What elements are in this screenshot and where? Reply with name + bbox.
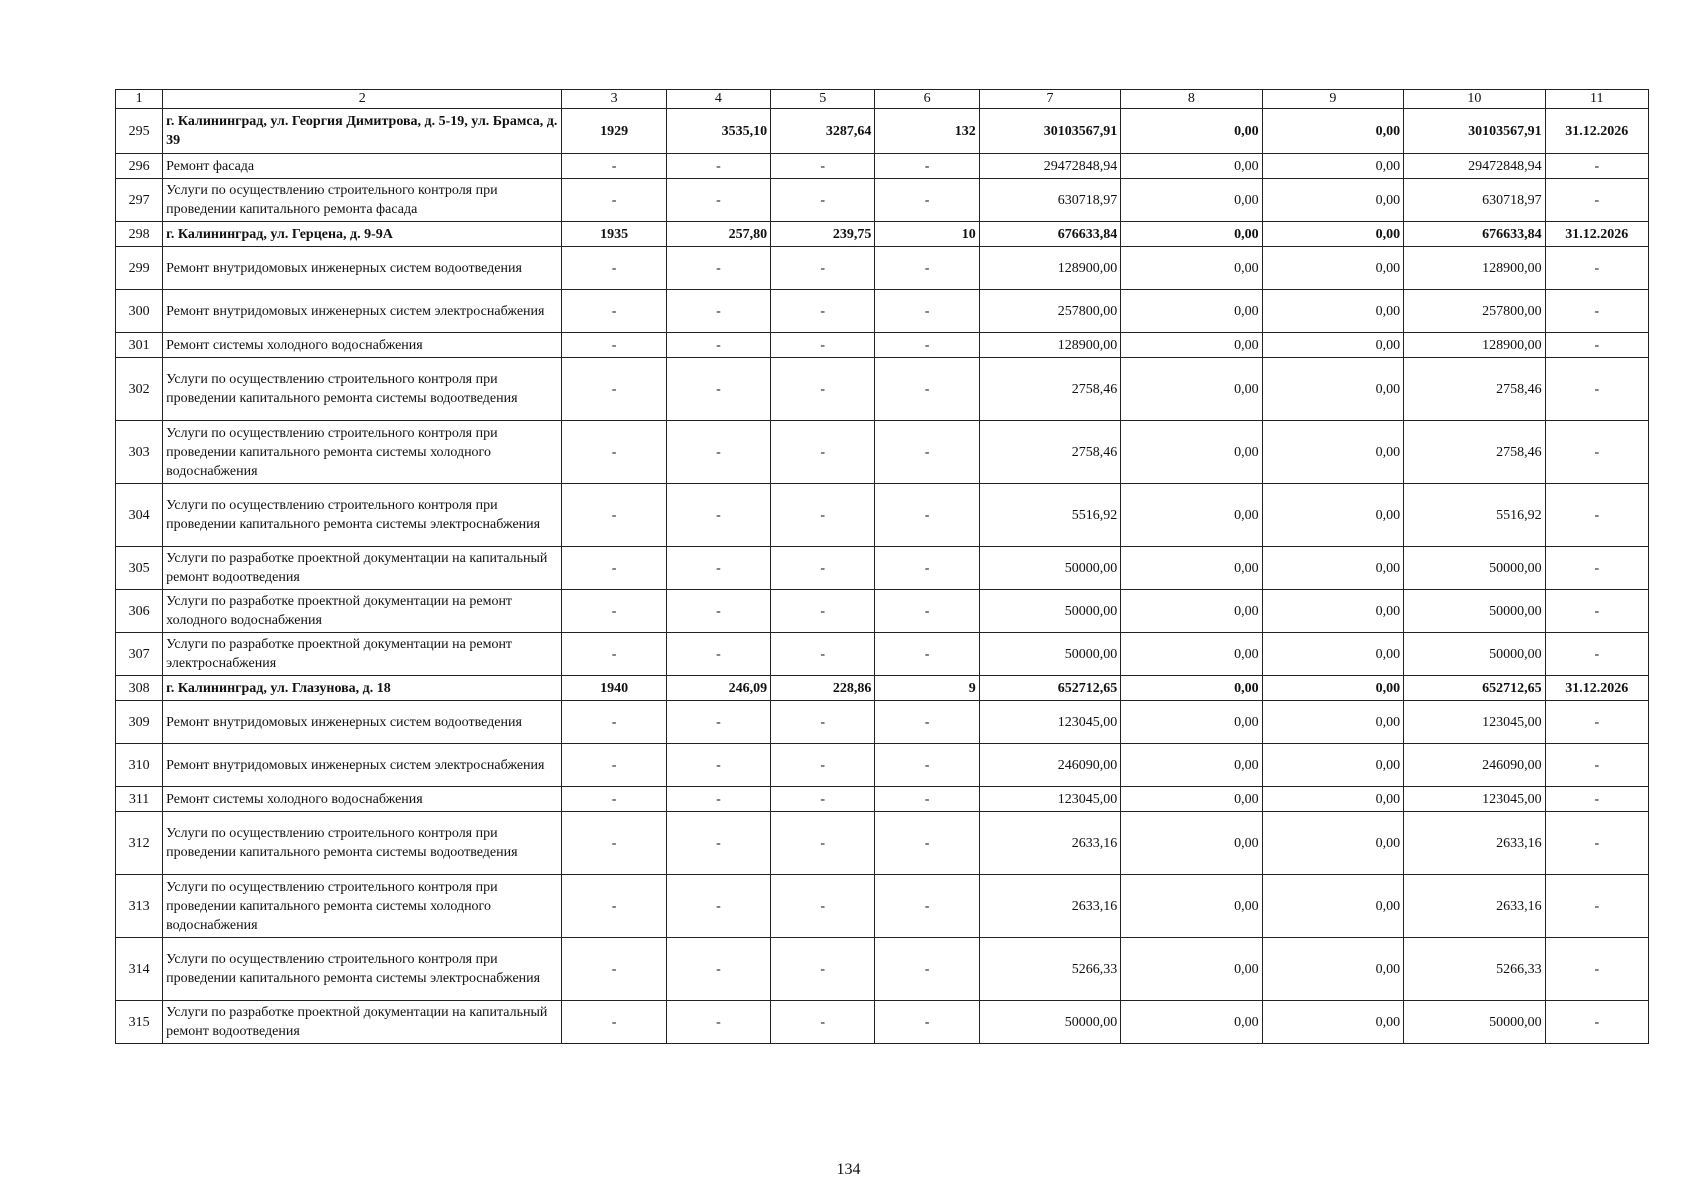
cell-total-cost: 257800,00 (979, 290, 1120, 333)
cell-regional-fund-cost: 676633,84 (1404, 222, 1545, 247)
cell-living-area: - (771, 179, 875, 222)
cell-owners-cost: 0,00 (1262, 744, 1403, 787)
cell-living-area: - (771, 358, 875, 421)
cell-description: Услуги по разработке проектной документации на капитальный ремонт водоотведения (163, 1001, 562, 1044)
cell-regional-fund-cost: 123045,00 (1404, 701, 1545, 744)
column-number: 1 (116, 90, 163, 109)
cell-residents: - (875, 633, 979, 676)
cell-total-cost: 29472848,94 (979, 154, 1120, 179)
cell-row-number: 312 (116, 812, 163, 875)
column-number: 10 (1404, 90, 1545, 109)
cell-fund-cost: 0,00 (1121, 222, 1262, 247)
cell-fund-cost: 0,00 (1121, 358, 1262, 421)
cell-description: Услуги по разработке проектной документации на ремонт электроснабжения (163, 633, 562, 676)
cell-residents: - (875, 333, 979, 358)
cell-build-year: - (562, 154, 666, 179)
cell-total-area: - (666, 421, 770, 484)
cell-total-area: - (666, 179, 770, 222)
cell-deadline: - (1545, 484, 1648, 547)
cell-regional-fund-cost: 2758,46 (1404, 358, 1545, 421)
cell-living-area: - (771, 1001, 875, 1044)
column-number: 11 (1545, 90, 1648, 109)
cell-residents: - (875, 154, 979, 179)
table-row (116, 547, 1649, 590)
cell-row-number: 296 (116, 154, 163, 179)
cell-row-number: 304 (116, 484, 163, 547)
cell-total-cost: 2633,16 (979, 812, 1120, 875)
cell-living-area: - (771, 875, 875, 938)
cell-deadline: 31.12.2026 (1545, 222, 1648, 247)
cell-regional-fund-cost: 50000,00 (1404, 590, 1545, 633)
cell-living-area: - (771, 938, 875, 1001)
column-number: 2 (163, 90, 562, 109)
cell-description: Услуги по осуществлению строительного контроля при проведении капитального ремонта фасада (163, 179, 562, 222)
cell-total-area: - (666, 590, 770, 633)
cell-description: Ремонт внутридомовых инженерных систем электроснабжения (163, 744, 562, 787)
cell-total-area: - (666, 358, 770, 421)
table-row (116, 179, 1649, 222)
cell-residents: - (875, 590, 979, 633)
cell-description: Ремонт внутридомовых инженерных систем электроснабжения (163, 290, 562, 333)
cell-deadline: - (1545, 290, 1648, 333)
table-row (116, 787, 1649, 812)
cell-owners-cost: 0,00 (1262, 290, 1403, 333)
cell-total-cost: 652712,65 (979, 676, 1120, 701)
cell-total-area: 3535,10 (666, 109, 770, 154)
cell-row-number: 310 (116, 744, 163, 787)
cell-total-cost: 2758,46 (979, 421, 1120, 484)
cell-total-area: - (666, 1001, 770, 1044)
cell-living-area: 228,86 (771, 676, 875, 701)
cell-total-area: - (666, 247, 770, 290)
table-row (116, 154, 1649, 179)
cell-residents: - (875, 701, 979, 744)
cell-build-year: - (562, 421, 666, 484)
cell-regional-fund-cost: 246090,00 (1404, 744, 1545, 787)
cell-living-area: - (771, 484, 875, 547)
cell-total-area: - (666, 154, 770, 179)
cell-deadline: - (1545, 633, 1648, 676)
cell-owners-cost: 0,00 (1262, 938, 1403, 1001)
cell-build-year: - (562, 633, 666, 676)
cell-build-year: - (562, 590, 666, 633)
cell-total-cost: 30103567,91 (979, 109, 1120, 154)
cell-row-number: 309 (116, 701, 163, 744)
cell-total-cost: 2633,16 (979, 875, 1120, 938)
cell-regional-fund-cost: 5266,33 (1404, 938, 1545, 1001)
cell-living-area: - (771, 154, 875, 179)
cell-fund-cost: 0,00 (1121, 590, 1262, 633)
table-row (116, 875, 1649, 938)
cell-deadline: - (1545, 154, 1648, 179)
cell-build-year: 1929 (562, 109, 666, 154)
cell-build-year: - (562, 938, 666, 1001)
cell-total-area: - (666, 701, 770, 744)
cell-living-area: - (771, 812, 875, 875)
cell-row-number: 306 (116, 590, 163, 633)
cell-fund-cost: 0,00 (1121, 247, 1262, 290)
table-row (116, 1001, 1649, 1044)
cell-row-number: 302 (116, 358, 163, 421)
cell-build-year: - (562, 247, 666, 290)
cell-owners-cost: 0,00 (1262, 154, 1403, 179)
cell-living-area: - (771, 421, 875, 484)
cell-build-year: - (562, 179, 666, 222)
cell-description: Ремонт внутридомовых инженерных систем водоотведения (163, 247, 562, 290)
cell-deadline: - (1545, 812, 1648, 875)
cell-build-year: 1940 (562, 676, 666, 701)
cell-description: г. Калининград, ул. Герцена, д. 9-9А (163, 222, 562, 247)
table-row (116, 247, 1649, 290)
cell-regional-fund-cost: 257800,00 (1404, 290, 1545, 333)
cell-total-area: 257,80 (666, 222, 770, 247)
cell-build-year: - (562, 290, 666, 333)
cell-total-area: - (666, 333, 770, 358)
cell-description: Услуги по осуществлению строительного контроля при проведении капитального ремонта системы электроснабжения (163, 484, 562, 547)
cell-total-cost: 128900,00 (979, 333, 1120, 358)
cell-owners-cost: 0,00 (1262, 590, 1403, 633)
cell-total-area: - (666, 875, 770, 938)
cell-row-number: 311 (116, 787, 163, 812)
cell-total-area: - (666, 484, 770, 547)
cell-owners-cost: 0,00 (1262, 179, 1403, 222)
cell-description: г. Калининград, ул. Глазунова, д. 18 (163, 676, 562, 701)
table-row (116, 812, 1649, 875)
cell-living-area: 239,75 (771, 222, 875, 247)
cell-total-area: - (666, 938, 770, 1001)
column-number: 3 (562, 90, 666, 109)
cell-living-area: - (771, 547, 875, 590)
cell-deadline: - (1545, 547, 1648, 590)
cell-owners-cost: 0,00 (1262, 787, 1403, 812)
cell-regional-fund-cost: 2633,16 (1404, 875, 1545, 938)
cell-residents: - (875, 484, 979, 547)
cell-total-cost: 5516,92 (979, 484, 1120, 547)
cell-fund-cost: 0,00 (1121, 484, 1262, 547)
cell-row-number: 305 (116, 547, 163, 590)
table-row (116, 676, 1649, 701)
cell-owners-cost: 0,00 (1262, 222, 1403, 247)
cell-build-year: - (562, 744, 666, 787)
table-row (116, 290, 1649, 333)
cell-row-number: 303 (116, 421, 163, 484)
cell-description: Услуги по осуществлению строительного контроля при проведении капитального ремонта системы электроснабжения (163, 938, 562, 1001)
cell-description: Услуги по разработке проектной документации на ремонт холодного водоснабжения (163, 590, 562, 633)
cell-living-area: - (771, 633, 875, 676)
cell-build-year: - (562, 484, 666, 547)
cell-deadline: - (1545, 787, 1648, 812)
cell-total-area: - (666, 290, 770, 333)
cell-fund-cost: 0,00 (1121, 154, 1262, 179)
cell-deadline: - (1545, 421, 1648, 484)
cell-residents: - (875, 744, 979, 787)
cell-total-cost: 2758,46 (979, 358, 1120, 421)
cell-living-area: - (771, 333, 875, 358)
cell-owners-cost: 0,00 (1262, 1001, 1403, 1044)
cell-residents: - (875, 179, 979, 222)
cell-row-number: 300 (116, 290, 163, 333)
table-row (116, 222, 1649, 247)
cell-regional-fund-cost: 2758,46 (1404, 421, 1545, 484)
table-row (116, 701, 1649, 744)
cell-fund-cost: 0,00 (1121, 109, 1262, 154)
cell-total-area: - (666, 812, 770, 875)
cell-regional-fund-cost: 30103567,91 (1404, 109, 1545, 154)
cell-deadline: - (1545, 333, 1648, 358)
cell-owners-cost: 0,00 (1262, 333, 1403, 358)
cell-regional-fund-cost: 128900,00 (1404, 333, 1545, 358)
cell-deadline: - (1545, 358, 1648, 421)
cell-residents: - (875, 421, 979, 484)
cell-living-area: - (771, 744, 875, 787)
cell-deadline: - (1545, 247, 1648, 290)
cell-description: Услуги по осуществлению строительного контроля при проведении капитального ремонта системы холодного водоснабжения (163, 421, 562, 484)
cell-total-cost: 123045,00 (979, 701, 1120, 744)
cell-fund-cost: 0,00 (1121, 938, 1262, 1001)
cell-residents: 132 (875, 109, 979, 154)
cell-fund-cost: 0,00 (1121, 676, 1262, 701)
cell-fund-cost: 0,00 (1121, 744, 1262, 787)
cell-fund-cost: 0,00 (1121, 179, 1262, 222)
cell-owners-cost: 0,00 (1262, 484, 1403, 547)
cell-residents: - (875, 875, 979, 938)
table-row (116, 744, 1649, 787)
cell-build-year: - (562, 547, 666, 590)
cell-owners-cost: 0,00 (1262, 547, 1403, 590)
cell-residents: 9 (875, 676, 979, 701)
cell-owners-cost: 0,00 (1262, 421, 1403, 484)
cell-build-year: - (562, 333, 666, 358)
cell-row-number: 295 (116, 109, 163, 154)
cell-total-area: - (666, 787, 770, 812)
cell-fund-cost: 0,00 (1121, 875, 1262, 938)
cell-total-cost: 676633,84 (979, 222, 1120, 247)
cell-total-cost: 630718,97 (979, 179, 1120, 222)
cell-build-year: - (562, 1001, 666, 1044)
column-number-row (116, 90, 1649, 109)
cell-deadline: - (1545, 1001, 1648, 1044)
cell-total-cost: 50000,00 (979, 1001, 1120, 1044)
column-number: 7 (979, 90, 1120, 109)
cell-regional-fund-cost: 50000,00 (1404, 547, 1545, 590)
cell-description: Ремонт системы холодного водоснабжения (163, 787, 562, 812)
cell-residents: - (875, 938, 979, 1001)
cell-regional-fund-cost: 123045,00 (1404, 787, 1545, 812)
cell-row-number: 308 (116, 676, 163, 701)
cell-total-cost: 123045,00 (979, 787, 1120, 812)
cell-total-cost: 50000,00 (979, 590, 1120, 633)
cell-description: г. Калининград, ул. Георгия Димитрова, д. 5-19, ул. Брамса, д. 39 (163, 109, 562, 154)
cell-living-area: - (771, 247, 875, 290)
table-row (116, 484, 1649, 547)
cell-owners-cost: 0,00 (1262, 247, 1403, 290)
cell-row-number: 299 (116, 247, 163, 290)
column-number: 4 (666, 90, 770, 109)
cell-fund-cost: 0,00 (1121, 633, 1262, 676)
cell-row-number: 314 (116, 938, 163, 1001)
cell-owners-cost: 0,00 (1262, 109, 1403, 154)
cell-fund-cost: 0,00 (1121, 1001, 1262, 1044)
table-row (116, 333, 1649, 358)
cell-fund-cost: 0,00 (1121, 421, 1262, 484)
cell-build-year: 1935 (562, 222, 666, 247)
cell-description: Услуги по разработке проектной документации на капитальный ремонт водоотведения (163, 547, 562, 590)
cell-build-year: - (562, 875, 666, 938)
cell-living-area: - (771, 701, 875, 744)
cell-deadline: 31.12.2026 (1545, 676, 1648, 701)
cell-build-year: - (562, 358, 666, 421)
cell-description: Услуги по осуществлению строительного контроля при проведении капитального ремонта системы холодного водоснабжения (163, 875, 562, 938)
cell-residents: - (875, 547, 979, 590)
cell-deadline: - (1545, 179, 1648, 222)
cell-fund-cost: 0,00 (1121, 787, 1262, 812)
cell-total-area: - (666, 744, 770, 787)
cell-row-number: 313 (116, 875, 163, 938)
cell-description: Ремонт внутридомовых инженерных систем водоотведения (163, 701, 562, 744)
column-number: 5 (771, 90, 875, 109)
page-number: 134 (836, 1161, 861, 1178)
cell-deadline: - (1545, 590, 1648, 633)
cell-row-number: 301 (116, 333, 163, 358)
cell-description: Ремонт системы холодного водоснабжения (163, 333, 562, 358)
table-body (116, 90, 1649, 1044)
cell-living-area: 3287,64 (771, 109, 875, 154)
cell-description: Ремонт фасада (163, 154, 562, 179)
cell-build-year: - (562, 787, 666, 812)
cell-residents: 10 (875, 222, 979, 247)
cell-residents: - (875, 290, 979, 333)
cell-deadline: - (1545, 744, 1648, 787)
cell-regional-fund-cost: 50000,00 (1404, 1001, 1545, 1044)
cell-total-area: 246,09 (666, 676, 770, 701)
cell-deadline: 31.12.2026 (1545, 109, 1648, 154)
cell-regional-fund-cost: 630718,97 (1404, 179, 1545, 222)
cell-total-area: - (666, 547, 770, 590)
table-row (116, 633, 1649, 676)
cell-regional-fund-cost: 128900,00 (1404, 247, 1545, 290)
cell-residents: - (875, 358, 979, 421)
cell-deadline: - (1545, 938, 1648, 1001)
cell-row-number: 297 (116, 179, 163, 222)
cell-residents: - (875, 812, 979, 875)
cell-deadline: - (1545, 875, 1648, 938)
cell-build-year: - (562, 812, 666, 875)
cell-residents: - (875, 247, 979, 290)
cell-total-cost: 5266,33 (979, 938, 1120, 1001)
cell-deadline: - (1545, 701, 1648, 744)
cell-total-cost: 50000,00 (979, 633, 1120, 676)
table-row (116, 938, 1649, 1001)
table-row (116, 109, 1649, 154)
cell-build-year: - (562, 701, 666, 744)
cell-fund-cost: 0,00 (1121, 290, 1262, 333)
cell-row-number: 315 (116, 1001, 163, 1044)
works-table (115, 89, 1649, 1044)
cell-owners-cost: 0,00 (1262, 676, 1403, 701)
cell-owners-cost: 0,00 (1262, 358, 1403, 421)
cell-regional-fund-cost: 50000,00 (1404, 633, 1545, 676)
cell-owners-cost: 0,00 (1262, 875, 1403, 938)
cell-total-area: - (666, 633, 770, 676)
cell-regional-fund-cost: 652712,65 (1404, 676, 1545, 701)
cell-living-area: - (771, 590, 875, 633)
table-row (116, 590, 1649, 633)
cell-regional-fund-cost: 29472848,94 (1404, 154, 1545, 179)
table-row (116, 421, 1649, 484)
cell-living-area: - (771, 290, 875, 333)
table-row (116, 358, 1649, 421)
column-number: 6 (875, 90, 979, 109)
cell-description: Услуги по осуществлению строительного контроля при проведении капитального ремонта системы водоотведения (163, 358, 562, 421)
cell-total-cost: 246090,00 (979, 744, 1120, 787)
cell-description: Услуги по осуществлению строительного контроля при проведении капитального ремонта системы водоотведения (163, 812, 562, 875)
column-number: 8 (1121, 90, 1262, 109)
cell-living-area: - (771, 787, 875, 812)
cell-total-cost: 128900,00 (979, 247, 1120, 290)
cell-regional-fund-cost: 2633,16 (1404, 812, 1545, 875)
cell-residents: - (875, 1001, 979, 1044)
column-number: 9 (1262, 90, 1403, 109)
cell-row-number: 298 (116, 222, 163, 247)
cell-row-number: 307 (116, 633, 163, 676)
cell-fund-cost: 0,00 (1121, 701, 1262, 744)
cell-owners-cost: 0,00 (1262, 633, 1403, 676)
cell-total-cost: 50000,00 (979, 547, 1120, 590)
cell-fund-cost: 0,00 (1121, 333, 1262, 358)
cell-owners-cost: 0,00 (1262, 812, 1403, 875)
cell-owners-cost: 0,00 (1262, 701, 1403, 744)
cell-regional-fund-cost: 5516,92 (1404, 484, 1545, 547)
cell-fund-cost: 0,00 (1121, 812, 1262, 875)
cell-residents: - (875, 787, 979, 812)
cell-fund-cost: 0,00 (1121, 547, 1262, 590)
